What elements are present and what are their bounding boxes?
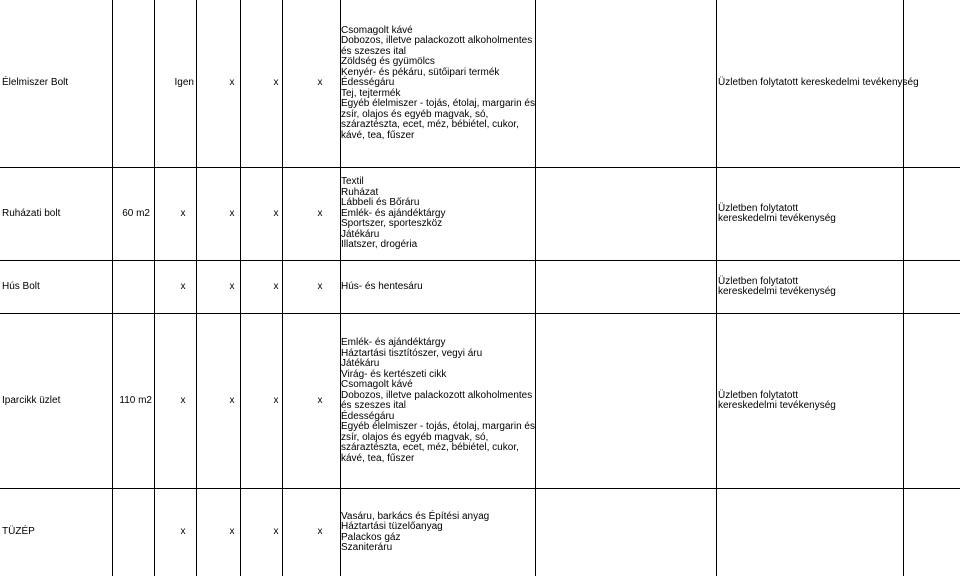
goods-item: Textil — [341, 176, 364, 188]
mark-cell: x — [229, 207, 235, 219]
goods-item: Tej, tejtermék — [341, 87, 401, 99]
shop-area: Igen — [174, 77, 194, 89]
activity-text: Üzletben folytatott kereskedelmi tevékenység — [718, 275, 836, 297]
goods-item: Háztartási tüzelőanyag — [341, 521, 443, 532]
mark-cell: x — [317, 280, 323, 292]
activity-text: Üzletben folytatott kereskedelmi tevékenység — [718, 202, 836, 224]
goods-item: Szaniteráru — [341, 542, 393, 553]
activity-text: Üzletben folytatott kereskedelmi tevékenység — [718, 77, 919, 89]
mark-cell: x — [273, 526, 279, 538]
table-row — [0, 168, 960, 261]
goods-list — [341, 314, 536, 488]
mark-cell: x — [273, 207, 279, 219]
goods-item: Egyéb élelmiszer - tojás, étolaj, margarin és zsír, olajos és egyéb magvak, só, száraztészta, ecet, méz, bébiétel, cukor, kávé, tea, fűszer — [341, 98, 535, 141]
goods-item: Emlék- és ajándéktárgy — [341, 207, 446, 219]
goods-item: Lábbeli és Bőráru — [341, 197, 420, 209]
goods-item: Csomagolt kávé — [341, 379, 413, 390]
goods-item: Hús- és hentesáru — [341, 280, 423, 292]
mark-cell: x — [180, 526, 186, 538]
table-row — [0, 261, 960, 314]
activity-text: Üzletben folytatott kereskedelmi tevékenység — [718, 389, 836, 411]
goods-item: Háztartási tisztítószer, vegyi áru — [341, 347, 483, 359]
goods-item: Dobozos, illetve palackozott alkoholmentes és szeszes ital — [341, 35, 533, 57]
goods-list — [341, 168, 536, 260]
goods-item: Dobozos, illetve palackozott alkoholmentes és szeszes ital — [341, 389, 533, 411]
mark-cell: x — [229, 280, 235, 292]
goods-list — [341, 261, 536, 313]
shop-area — [112, 261, 150, 313]
mark-cell: x — [317, 207, 323, 219]
goods-item: Virág- és kertészeti cikk — [341, 368, 447, 380]
goods-item: Vasáru, barkács és Építési anyag — [341, 510, 490, 522]
shop-name: Iparcikk üzlet — [2, 394, 61, 406]
goods-item: Ruházat — [341, 186, 379, 198]
shop-area: 60 m2 — [122, 207, 150, 219]
goods-item: Illatszer, drogéria — [341, 239, 418, 251]
shop-name: Hús Bolt — [2, 280, 40, 292]
mark-cell: x — [317, 77, 323, 89]
mark-cell: x — [317, 526, 323, 538]
mark-cell: x — [229, 77, 235, 89]
mark-cell: x — [229, 526, 235, 538]
shop-area: 110 m2 — [119, 394, 152, 406]
mark-cell: x — [273, 280, 279, 292]
goods-item: Játékáru — [341, 358, 380, 369]
goods-item: Édességáru — [341, 410, 395, 422]
goods-item: Palackos gáz — [341, 531, 401, 543]
mark-cell: x — [317, 394, 323, 406]
goods-item: Játékáru — [341, 228, 380, 240]
goods-list — [341, 489, 536, 576]
shop-name: TÜZÉP — [2, 526, 35, 538]
mark-cell: x — [180, 280, 186, 292]
table-row — [0, 0, 960, 168]
mark-cell: x — [229, 394, 235, 406]
goods-item: Emlék- és ajándéktárgy — [341, 337, 446, 348]
shop-name: Élelmiszer Bolt — [2, 77, 69, 89]
goods-item: Csomagolt kávé — [341, 24, 413, 36]
table-row — [0, 489, 960, 576]
mark-cell: x — [180, 394, 186, 406]
mark-cell: x — [273, 77, 279, 89]
shop-name: Ruházati bolt — [2, 207, 61, 219]
goods-item: Kenyér- és pékáru, sütőipari termék — [341, 66, 500, 78]
goods-item: Egyéb élelmiszer - tojás, étolaj, margarin és zsír, olajos és egyéb magvak, só, száraztészta, ecet, méz, bébiétel, cukor, kávé, tea, fűszer — [341, 421, 535, 464]
goods-item: Sportszer, sporteszköz — [341, 218, 443, 230]
mark-cell: x — [273, 394, 279, 406]
goods-item: Édességáru — [341, 77, 395, 89]
mark-cell: x — [180, 207, 186, 219]
table-row — [0, 314, 960, 489]
goods-item: Zöldség és gyümölcs — [341, 56, 435, 68]
goods-list — [341, 0, 536, 167]
